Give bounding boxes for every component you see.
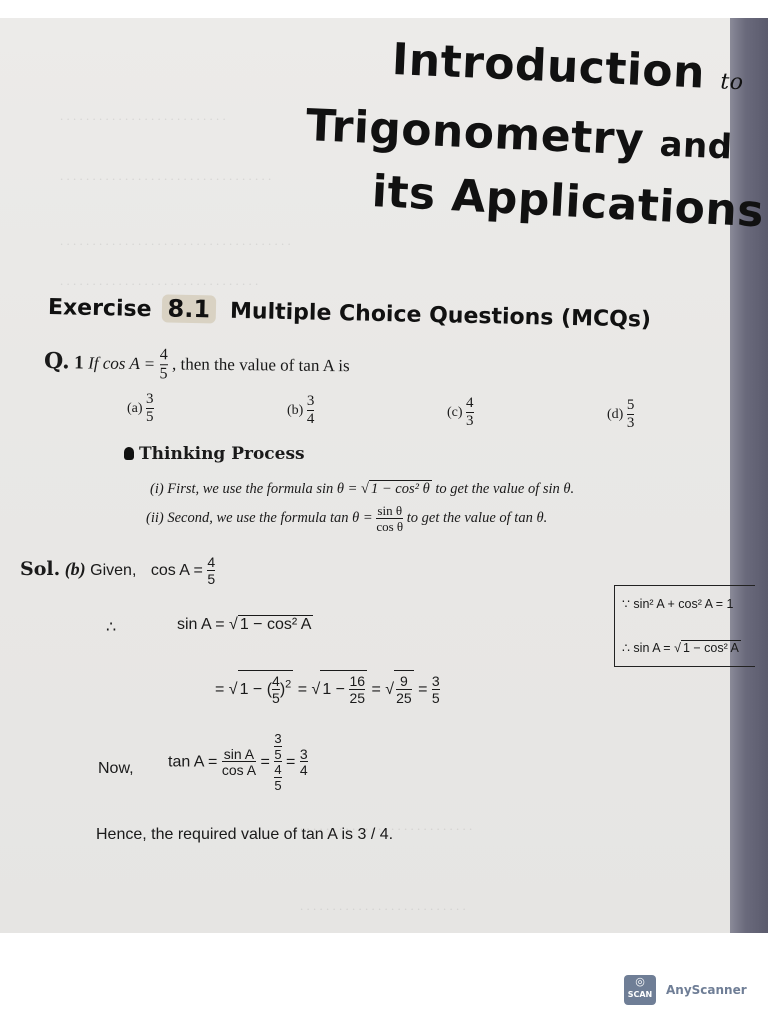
radicand: 1 − cos² A [682,641,739,655]
solution-answer: (b) [64,558,86,579]
equals-sign: = [260,753,270,771]
fraction-denominator: 5 [274,746,282,762]
given-text: Given, [90,561,137,579]
result-fraction [432,674,440,705]
radical-text: 1 − [239,680,263,698]
title-small-text: to [719,69,745,96]
lightbulb-icon [124,447,134,460]
show-through-text: . . . . . . . . . . . . . . . . . . . . . . . . . . . . . . . . . . . . [60,233,291,248]
question-number: 1 [74,352,84,374]
bracket-line-2: ∴ sin A = √ 1 − cos² A [622,641,739,655]
fraction-denominator: 25 [349,689,366,706]
tan-result-fraction [300,747,308,778]
option-fraction [627,398,635,432]
given-expression: cos A = [150,561,203,579]
fraction-denominator: cos A [221,762,257,779]
equals-sign: = [371,680,381,698]
exercise-number-badge: 8.1 [161,294,216,323]
scanner-logo-text: SCAN [627,990,653,999]
fraction-numerator: 9 [399,673,408,689]
sin-formula-line: sin A = √ 1 − cos² A [177,616,312,633]
radical-fraction [396,674,412,705]
fraction-numerator: 5 [626,397,635,413]
fraction-denominator: 5 [146,408,154,425]
step-fraction [376,504,403,533]
show-through-text: . . . . . . . . . . . . . . . . . . . . . . . . . . . . . . . [60,273,259,288]
compound-top [274,732,281,761]
thinking-process-heading [124,444,305,464]
solution-conclusion: Hence, the required value of tan A is 3 / 4. [96,826,394,843]
top-fraction [274,732,281,761]
radical-text: 1 − [322,680,346,698]
step-text: to get the value of sin θ. [435,481,575,497]
scanner-logo-icon: ◎ SCAN [624,975,656,1005]
option-b [287,394,314,428]
equals-sign: = [286,753,296,771]
fraction-numerator: 4 [159,346,168,364]
given-fraction [159,347,167,383]
tan-lhs: tan A = [168,753,218,771]
sin-lhs: sin A = [177,616,225,633]
solution-given [20,555,215,586]
fraction-numerator: 3 [274,731,282,746]
question-text: If cos A = [88,353,156,374]
equals-sign: = [215,680,225,698]
option-fraction [146,392,154,426]
tan-formula-line [168,732,308,793]
option-c [447,396,474,430]
compound-bottom [274,761,281,792]
compound-fraction [274,732,281,793]
fraction-denominator: 25 [396,689,412,706]
show-through-text: . . . . . . . . . . . . . . . . . . . . . . . . . . . . . . . . . [60,168,272,183]
fraction-numerator: 3 [299,745,308,762]
option-fraction [307,394,315,428]
step-text: (ii) Second, we use the formula tan θ = [146,509,373,526]
fraction-numerator: sin A [223,745,255,762]
equals-sign: = [297,680,308,698]
title-small-text: and [658,124,734,168]
scanner-app-name: AnyScanner [666,983,747,997]
exercise-abbr: (MCQs) [560,305,652,333]
question-label: Q. [43,348,70,375]
fraction-denominator: 5 [274,777,282,793]
thinking-heading-text: Thinking Process [139,444,305,464]
thinking-step-1: (i) First, we use the formula sin θ = √ 1 − cos² θ to get the value of sin θ. [150,481,575,497]
tan-fraction [222,747,256,778]
fraction-denominator: 5 [159,365,168,383]
show-through-text: . . . . . . . . . . . . . . . . . . . . . . . . . . [300,898,466,913]
fraction-numerator: 16 [349,673,366,689]
radical-2 [320,670,367,705]
fraction-denominator: cos θ [376,518,404,534]
fraction-numerator: 4 [466,395,474,411]
radicand: 1 − cos² A [239,616,312,633]
fraction-denominator: 5 [272,689,280,706]
title-text: Trigonometry [304,100,646,166]
bracket-text: ∴ sin A = [622,641,671,655]
thinking-step-2 [146,504,547,533]
fraction-numerator: 3 [146,391,154,407]
fraction-numerator: 4 [207,554,216,570]
radical-1: 1 − ( $\frac{4}{5}$ )$^2$ [238,670,294,705]
fraction-numerator: 4 [272,673,280,689]
fraction-denominator: 3 [626,414,635,431]
fraction-denominator: 5 [207,570,216,587]
exercise-heading-text: Multiple Choice Questions [229,298,554,331]
fraction-numerator: sin θ [377,503,403,518]
fraction-numerator: 4 [274,762,282,778]
question-1 [44,346,350,385]
fraction-denominator: 3 [466,412,474,429]
exercise-label: Exercise [47,295,152,323]
inner-fraction [272,674,280,705]
fraction-denominator: 5 [431,689,440,706]
book-spine-shadow [730,18,768,933]
simplification-line: = √ 1 − ( $\frac{4}{5}$ )$^2$ = √ 1 − $\frac{16}{25}$ = √ $\frac{9}{25}$ = $\frac{3}{5}$ [215,670,440,705]
equals-sign: = [418,680,428,698]
exponent: 2 [285,678,292,691]
therefore-symbol: ∴ [106,619,117,636]
step-text: (i) First, we use the formula sin θ = [150,481,358,497]
fraction-denominator: 4 [306,410,315,427]
bottom-fraction [274,763,281,792]
fraction-numerator: 3 [306,393,315,409]
solution-label: Sol. [20,557,61,580]
title-text: its Applications [370,166,766,238]
step-text: to get the value of tan θ. [406,509,548,526]
option-a [127,392,154,426]
given-fraction [207,555,215,586]
title-text: Introduction [390,34,707,99]
option-label: (d) [607,406,624,422]
now-label: Now, [98,760,134,777]
show-through-text: . . . . . . . . . . . . . . . . . . . . . . . . . . [60,108,226,123]
radicand: 1 − cos² θ [371,481,430,497]
option-label: (a) [127,400,143,416]
bracket-line-1: ∵ sin² A + cos² A = 1 [622,597,734,611]
option-label: (c) [447,404,463,420]
fraction-numerator: 3 [431,673,440,689]
radical-fraction [349,674,365,705]
option-d [607,398,634,432]
option-fraction [466,396,474,430]
question-text: , then the value of tan A is [172,354,350,376]
fraction-denominator: 4 [299,762,308,779]
option-label: (b) [287,402,304,418]
show-through-text: . . . . . . . . . . . . . . . . . . . . . . . . . . . [300,818,473,833]
radical-3 [394,670,414,705]
